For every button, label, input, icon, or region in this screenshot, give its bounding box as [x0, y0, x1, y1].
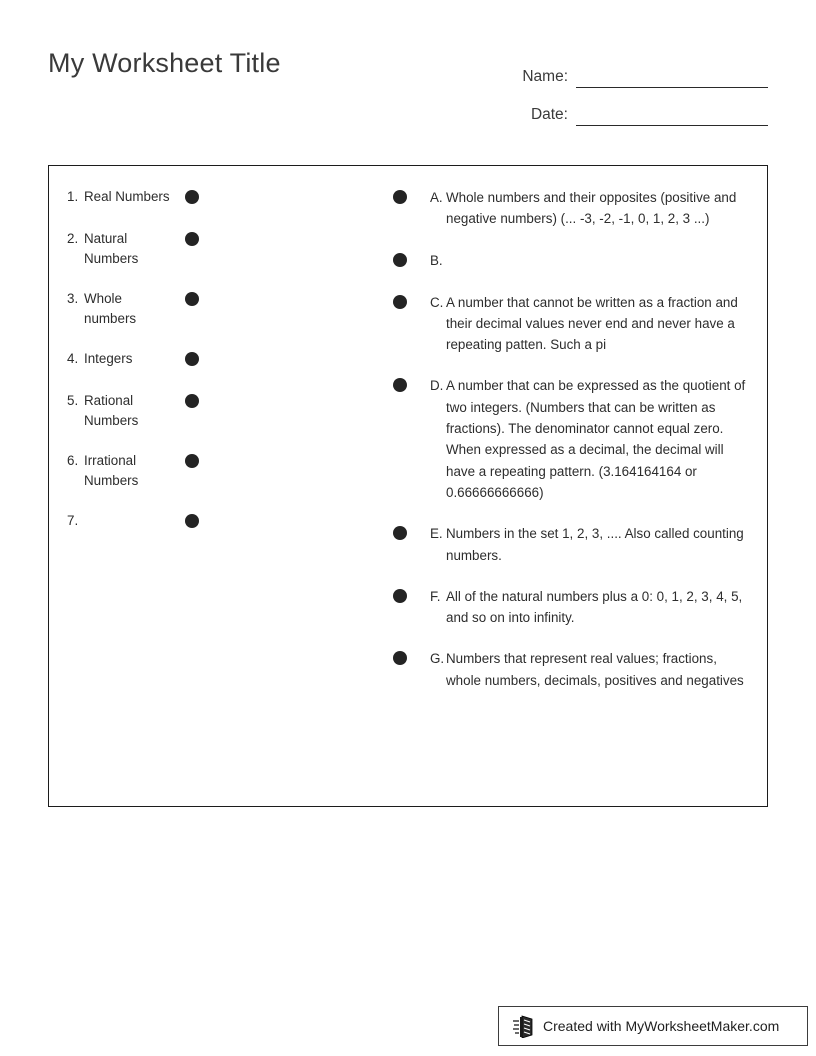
definition-row	[393, 375, 751, 503]
definition-text	[430, 375, 748, 503]
definition-letter: G.	[430, 651, 445, 667]
footer-attribution-text: Created with MyWorksheetMaker.com	[543, 1018, 780, 1034]
definition-letter: A.	[430, 190, 443, 205]
definition-match-bullet[interactable]	[393, 526, 407, 540]
definition-row	[393, 523, 751, 566]
term-label: Whole numbers	[84, 291, 137, 326]
definition-match-bullet[interactable]	[393, 378, 407, 392]
term-label: Natural Numbers	[84, 231, 139, 266]
definition-row	[393, 648, 751, 691]
name-input-line[interactable]	[576, 67, 768, 88]
term-text	[67, 349, 171, 369]
definition-text	[430, 292, 748, 356]
definition-body: Whole numbers and their opposites (positive and negative numbers) (... -3, -2, -1, 0, 1, 2, 3 ...)	[446, 190, 737, 227]
definition-letter: C.	[430, 294, 444, 310]
term-text	[67, 511, 171, 531]
definition-body	[446, 250, 748, 271]
definition-body: Numbers in the set 1, 2, 3, .... Also called counting numbers.	[446, 526, 744, 563]
term-match-bullet[interactable]	[185, 292, 199, 306]
date-field-row	[478, 88, 768, 126]
page-title: My Worksheet Title	[48, 48, 281, 78]
date-input-line[interactable]	[576, 105, 768, 126]
worksheet-header	[0, 0, 816, 140]
definition-letter: F.	[430, 588, 441, 604]
definition-match-bullet[interactable]	[393, 190, 407, 204]
term-match-bullet[interactable]	[185, 394, 199, 408]
definition-body: A number that cannot be written as a fraction and their decimal values never end and never have a repeating patten. Such a pi	[446, 294, 738, 353]
term-row	[67, 289, 227, 329]
term-match-bullet[interactable]	[185, 454, 199, 468]
term-row	[67, 229, 227, 269]
name-date-fields	[478, 50, 768, 126]
definition-match-bullet[interactable]	[393, 253, 407, 267]
definition-row	[393, 187, 751, 230]
matching-exercise-box	[48, 165, 768, 807]
definition-text	[430, 586, 748, 629]
definition-letter: D.	[430, 378, 444, 394]
term-number: 5.	[67, 393, 79, 408]
term-label: Rational Numbers	[84, 393, 139, 428]
term-number: 1.	[67, 189, 79, 204]
definition-body: A number that can be expressed as the quotient of two integers. (Numbers that can be written as fractions). The denominator cannot equal zero. When expressed as a decimal, the decimal will have a repeating pattern. (3.164164164 or 0.66666666666)	[446, 378, 746, 500]
term-match-bullet[interactable]	[185, 190, 199, 204]
term-row	[67, 451, 227, 491]
term-row	[67, 391, 227, 431]
term-match-bullet[interactable]	[185, 514, 199, 528]
term-label: Real Numbers	[84, 189, 170, 204]
definition-text	[430, 523, 748, 566]
term-text	[67, 391, 171, 431]
term-label	[84, 511, 171, 531]
term-text	[67, 451, 171, 491]
term-row	[67, 187, 227, 209]
worksheet-maker-logo-icon	[513, 1014, 535, 1038]
term-row	[67, 349, 227, 371]
term-text	[67, 229, 171, 269]
term-number: 2.	[67, 231, 79, 246]
term-label: Integers	[84, 351, 133, 366]
term-row	[67, 511, 227, 533]
footer-attribution-badge[interactable]	[498, 1006, 808, 1046]
definition-text	[430, 187, 748, 230]
definition-letter: E.	[430, 526, 443, 542]
definition-match-bullet[interactable]	[393, 295, 407, 309]
term-number: 7.	[67, 513, 79, 528]
definition-body: All of the natural numbers plus a 0: 0, 1, 2, 3, 4, 5, and so on into infinity.	[446, 588, 743, 626]
definition-row	[393, 292, 751, 356]
definition-body: Numbers that represent real values; fractions, whole numbers, decimals, positives and negatives	[446, 651, 744, 688]
definition-text	[430, 250, 748, 271]
name-field-row	[478, 50, 768, 88]
definition-letter: B.	[430, 252, 443, 268]
definitions-column	[393, 187, 751, 711]
definition-row	[393, 586, 751, 629]
name-label: Name:	[522, 68, 568, 85]
definition-match-bullet[interactable]	[393, 651, 407, 665]
term-text	[67, 289, 171, 329]
term-label: Irrational Numbers	[84, 453, 139, 488]
term-number: 6.	[67, 453, 79, 468]
definition-text	[430, 648, 748, 691]
definition-match-bullet[interactable]	[393, 589, 407, 603]
term-text	[67, 187, 171, 207]
term-match-bullet[interactable]	[185, 352, 199, 366]
term-number: 4.	[67, 351, 79, 366]
term-number: 3.	[67, 291, 79, 306]
definition-row	[393, 250, 751, 272]
date-label: Date:	[530, 106, 568, 123]
terms-column	[67, 187, 227, 553]
term-match-bullet[interactable]	[185, 232, 199, 246]
